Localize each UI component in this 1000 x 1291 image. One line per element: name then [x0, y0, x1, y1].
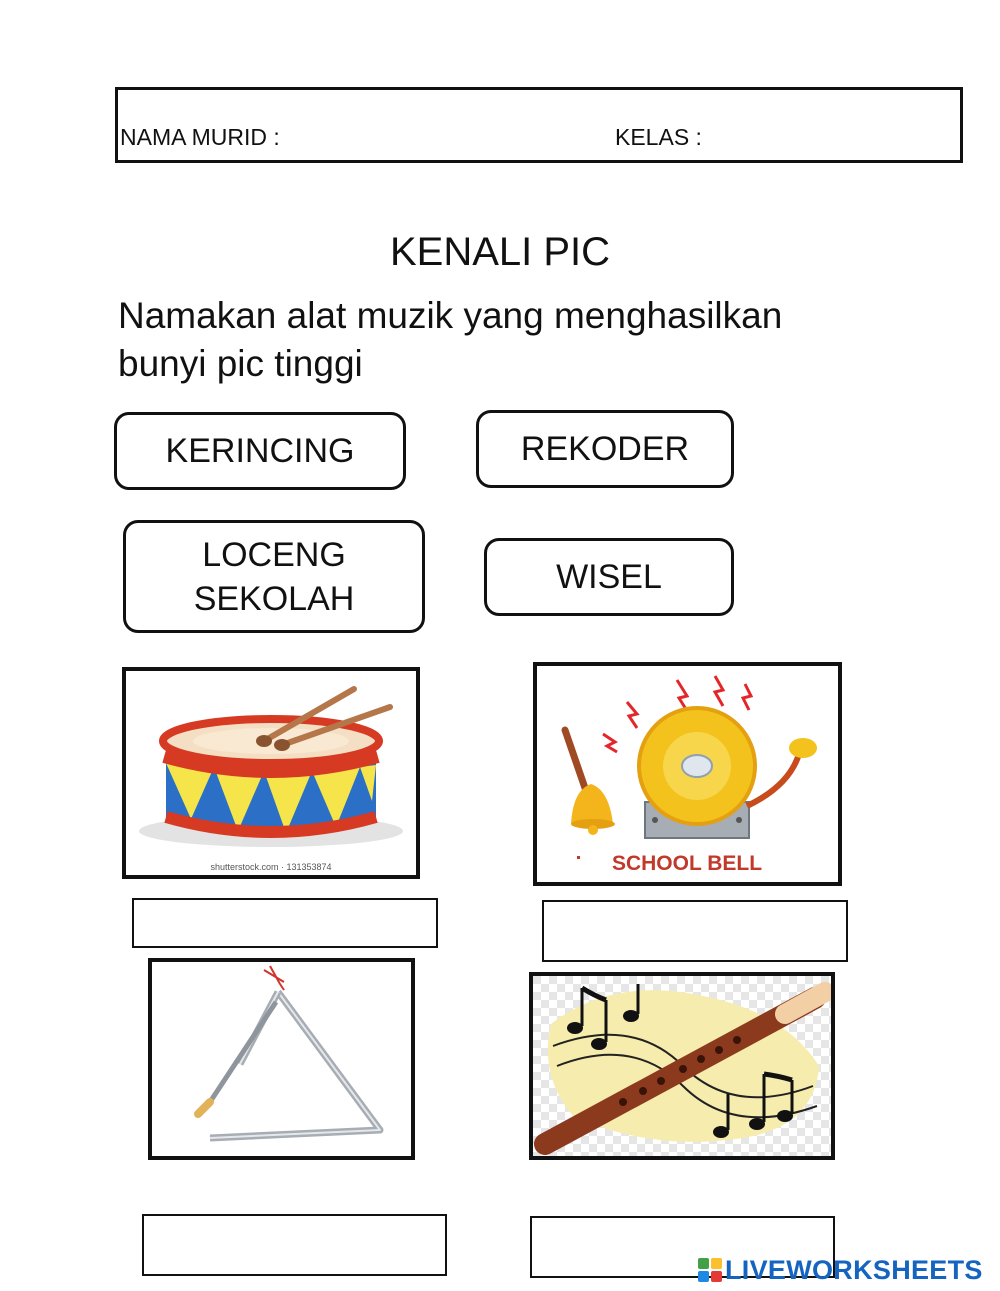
instruction-text: Namakan alat muzik yang menghasilkan bunyi pic tinggi: [118, 295, 783, 384]
page-title: KENALI PIC: [389, 230, 611, 274]
answer-box-drum[interactable]: [132, 898, 438, 948]
stock-photo-caption: shutterstock.com · 131353874: [210, 862, 332, 872]
triangle-image: [148, 958, 415, 1160]
word-option-label: REKODER: [520, 430, 690, 468]
recorder-image: [529, 972, 835, 1160]
word-option-wisel[interactable]: [484, 538, 734, 616]
logo-text: LIVEWORKSHEETS: [725, 1254, 983, 1285]
liveworksheets-logo-icon: [698, 1258, 722, 1282]
class-label: KELAS :: [615, 124, 702, 150]
student-info-box: [115, 87, 963, 163]
answer-box-triangle[interactable]: [142, 1214, 447, 1276]
word-option-kerincing[interactable]: [114, 412, 406, 490]
word-option-label: WISEL: [556, 558, 662, 596]
word-option-label: LOCENG SEKOLAH: [193, 535, 355, 618]
word-option-loceng-sekolah[interactable]: [123, 520, 425, 633]
school-bell-icon: [537, 666, 838, 882]
word-option-rekoder[interactable]: [476, 410, 734, 488]
bell-caption: SCHOOL BELL: [611, 852, 763, 875]
school-bell-image: [533, 662, 842, 886]
student-name-label: NAMA MURID :: [120, 124, 280, 150]
answer-box-school-bell[interactable]: [542, 900, 848, 962]
recorder-icon: [533, 976, 831, 1156]
word-option-label: KERINCING: [165, 432, 355, 470]
liveworksheets-logo: [698, 1255, 994, 1285]
drum-icon: [126, 671, 416, 875]
triangle-icon: [152, 962, 411, 1156]
drum-image: [122, 667, 420, 879]
